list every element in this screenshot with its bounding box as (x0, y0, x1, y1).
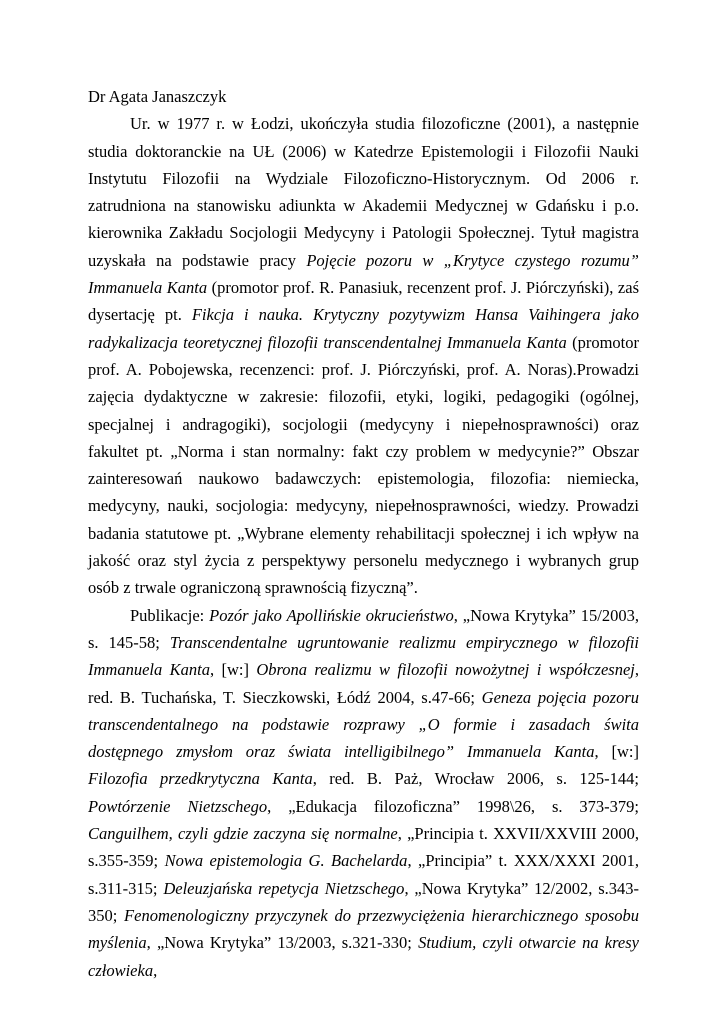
italic-title-segment: Pozór jako Apollińskie okrucieństwo (209, 605, 454, 625)
text-segment: , red. B. Paż, Wrocław 2006, s. 125-144; (312, 769, 639, 789)
publications-paragraph (88, 602, 639, 984)
text-segment: , (153, 960, 158, 980)
text-segment: , „Edukacja filozoficzna” 1998\26, s. 373-379; (267, 796, 640, 816)
text-segment: Publikacje: (130, 605, 210, 625)
italic-title-segment: Nowa epistemologia G. Bachelarda (164, 851, 408, 871)
text-segment: , [w:] (209, 660, 257, 680)
document-page (88, 83, 639, 984)
italic-title-segment: Geneza pojęcia pozoru transcendentalnego na podstawie rozprawy „O formie i zasadach świta dostępnego zmysłom oraz świata intelligibilnego” Immanuela Kanta (88, 687, 639, 762)
italic-title-segment: Powtórzenie Nietzschego (88, 796, 268, 816)
italic-title-segment: Obrona realizmu w filozofii nowożytnej i współczesnej (256, 660, 635, 680)
text-segment: (promotor prof. A. Pobojewska, recenzenci: prof. J. Piórczyński, prof. A. Noras).Prowadzi zajęcia dydaktyczne w zakresie: filozofii, etyki, logiki, pedagogiki (ogólnej, specjalnej i andragogiki), socjologii (medycyny i niepełnosprawności) oraz fakultet pt. „Norma i stan normalny: fakt czy problem w medycynie?” Obszar zainteresowań naukowo badawczych: epistemologia, filozofia: niemiecka, medycyny, nauki, socjologia: medycyny, niepełnosprawności, wiedzy. Prowadzi badania statutowe pt. „Wybrane elementy rehabilitacji społecznej i ich wpływ na jakość oraz styl życia z perspektywy personelu medycznego i wybranych grup osób z trwale ograniczoną sprawnością fizyczną”. (88, 332, 640, 598)
italic-title-segment: Transcendentalne ugruntowanie realizmu empirycznego w filozofii Immanuela Kanta (88, 632, 639, 680)
italic-title-segment: Studium, czyli otwarcie na kresy człowieka (88, 933, 639, 980)
text-segment: Ur. w 1977 r. w Łodzi, ukończyła studia filozoficzne (2001), a następnie studia doktoranckie na UŁ (2006) w Katedrze Epistemologii i Filozofii Nauki Instytutu Filozofii na Wydziale Filozoficzno-Historycznym. Od 2006 r. zatrudniona na stanowisku adiunkta w Akademii Medycznej w Gdańsku i p.o. kierownika Zakładu Socjologii Medycyny i Patologii Społecznej. Tytuł magistra uzyskała na podstawie pracy (88, 114, 639, 270)
bio-paragraph (88, 110, 639, 601)
text-segment: , „Nowa Krytyka” 15/2003, s. 145-58; (88, 605, 639, 652)
italic-title-segment: Filozofia przedkrytyczna Kanta (88, 769, 313, 789)
italic-title-segment: Fikcja i nauka. Krytyczny pozytywizm Hansa Vaihingera jako radykalizacja teoretycznej filozofii transcendentalnej Immanuela Kanta (88, 305, 639, 352)
text-segment: , „Principia” t. XXX/XXXI 2001, s.311-315; (88, 851, 639, 898)
text-segment: , red. B. Tuchańska, T. Sieczkowski, Łódź 2004, s.47-66; (88, 660, 639, 707)
author-name: Dr Agata Janaszczyk (88, 87, 227, 106)
text-segment: , [w:] (594, 742, 639, 762)
text-segment: , „Nowa Krytyka” 12/2002, s.343-350; (88, 878, 640, 925)
text-segment: , „Principia t. XXVII/XXVIII 2000, s.355-359; (88, 824, 639, 871)
text-segment: (promotor prof. R. Panasiuk, recenzent prof. J. Piórczyński), zaś dysertację pt. (88, 278, 639, 325)
italic-title-segment: Canguilhem, czyli gdzie zaczyna się normalne (88, 824, 398, 844)
italic-title-segment: Deleuzjańska repetycja Nietzschego (163, 878, 405, 898)
text-segment: , „Nowa Krytyka” 13/2003, s.321-330; (146, 933, 419, 953)
italic-title-segment: Pojęcie pozoru w „Krytyce czystego rozumu” Immanuela Kanta (88, 250, 639, 298)
italic-title-segment: Fenomenologiczny przyczynek do przezwyciężenia hierarchicznego sposobu myślenia (88, 905, 639, 953)
